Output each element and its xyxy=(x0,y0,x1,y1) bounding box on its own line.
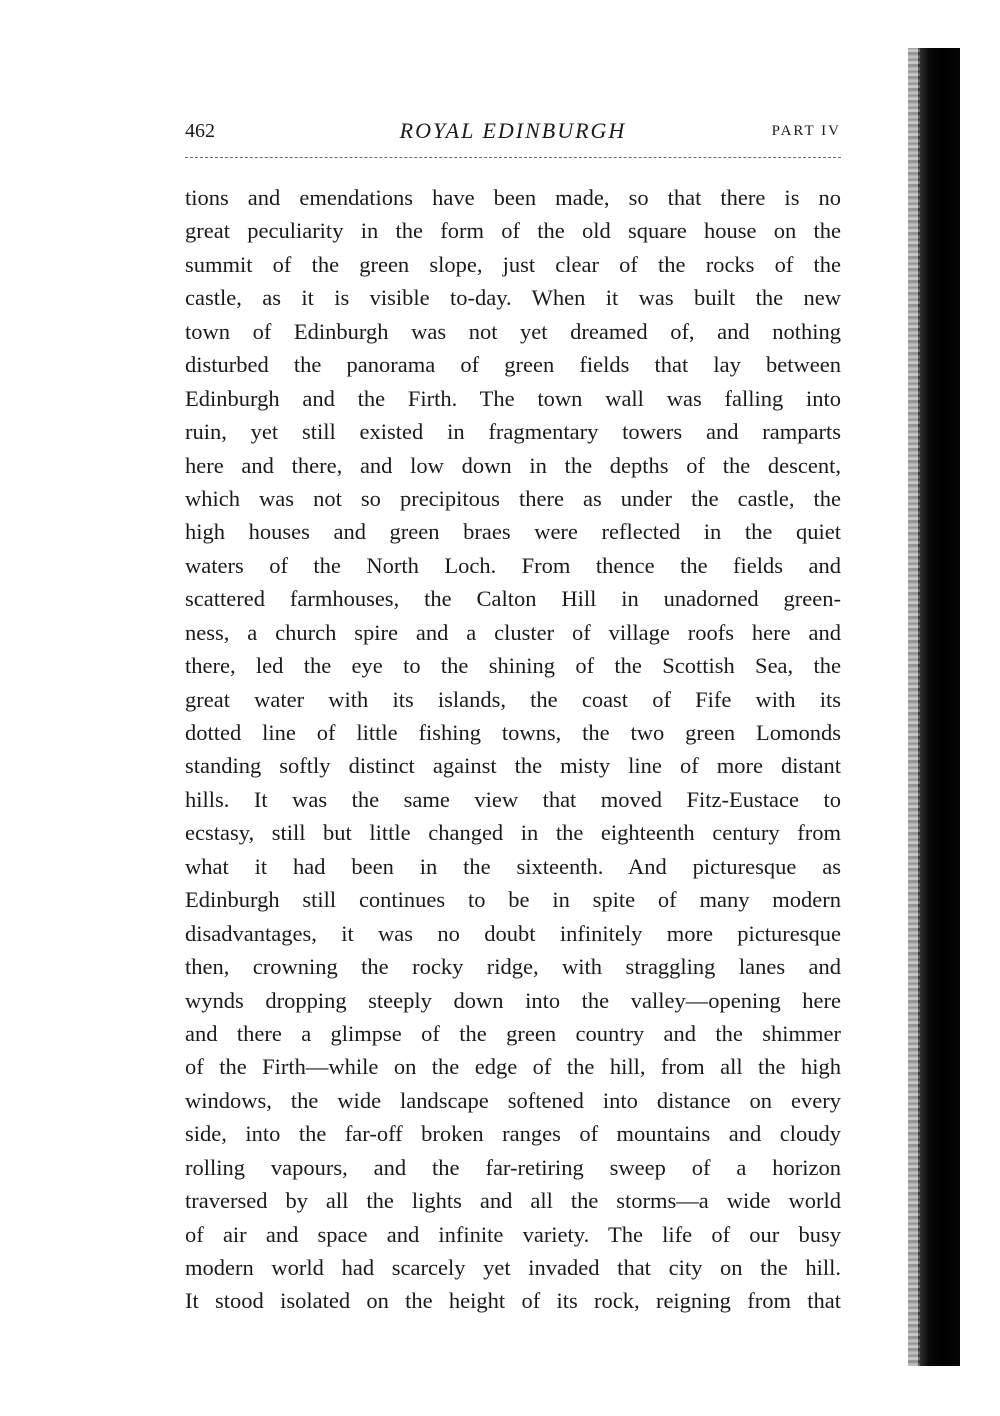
text-line: rolling vapours, and the far-retiring sweep of a horizon xyxy=(185,1154,841,1180)
text-line: of the Firth—while on the edge of the hill, from all the high xyxy=(185,1054,841,1080)
binding-shadow xyxy=(918,48,960,1366)
text-line: great peculiarity in the form of the old square house on the xyxy=(185,218,841,244)
running-title: ROYAL EDINBURGH xyxy=(399,118,627,143)
text-line: modern world had scarcely yet invaded that city on the hill. xyxy=(185,1255,841,1280)
text-line: ecstasy, still but little changed in the eighteenth century from xyxy=(185,820,841,846)
text-line: castle, as it is visible to-day. When it was built the new xyxy=(185,285,841,311)
text-line: and there a glimpse of the green country and the shimmer xyxy=(185,1020,841,1046)
text-line: high houses and green braes were reflected in the quiet xyxy=(185,519,841,545)
text-line: then, crowning the rocky ridge, with straggling lanes and xyxy=(185,954,841,980)
text-line: standing softly distinct against the misty line of more distant xyxy=(185,753,841,779)
text-line: disturbed the panorama of green fields that lay between xyxy=(185,352,841,378)
text-line: Edinburgh and the Firth. The town wall was falling into xyxy=(185,385,841,411)
text-line: summit of the green slope, just clear of the rocks of the xyxy=(185,251,841,277)
text-line: which was not so precipitous there as under the castle, the xyxy=(185,485,841,511)
text-line: It stood isolated on the height of its rock, reigning from that xyxy=(185,1288,841,1314)
text-line: disadvantages, it was no doubt infinitely more picturesque xyxy=(185,920,841,946)
text-line: ruin, yet still existed in fragmentary towers and ramparts xyxy=(185,419,841,445)
text-line: windows, the wide landscape softened into distance on every xyxy=(185,1087,841,1113)
text-line: hills. It was the same view that moved Fitz-Eustace to xyxy=(185,786,841,812)
text-line: of air and space and infinite variety. The life of our busy xyxy=(185,1221,841,1247)
text-line: town of Edinburgh was not yet dreamed of, and nothing xyxy=(185,318,841,344)
text-line: wynds dropping steeply down into the valley—opening here xyxy=(185,987,841,1013)
text-line: waters of the North Loch. From thence the fields and xyxy=(185,552,841,578)
text-line: there, led the eye to the shining of the Scottish Sea, the xyxy=(185,653,841,679)
text-line: ness, a church spire and a cluster of village roofs here and xyxy=(185,619,841,645)
page-number: 462 xyxy=(185,120,215,142)
header-rule xyxy=(185,157,841,158)
text-line: traversed by all the lights and all the storms—a wide world xyxy=(185,1188,841,1214)
text-line: side, into the far-off broken ranges of mountains and cloudy xyxy=(185,1121,841,1147)
text-line: what it had been in the sixteenth. And picturesque as xyxy=(185,853,841,879)
part-label: PART IV xyxy=(771,123,841,139)
page-header xyxy=(185,116,841,150)
text-line: here and there, and low down in the depths of the descent, xyxy=(185,452,841,478)
text-line: dotted line of little fishing towns, the two green Lomonds xyxy=(185,720,841,745)
body-text xyxy=(185,181,841,1318)
text-line: Edinburgh still continues to be in spite of many modern xyxy=(185,887,841,913)
text-line: tions and emendations have been made, so that there is no xyxy=(185,185,841,210)
text-line: scattered farmhouses, the Calton Hill in unadorned green- xyxy=(185,586,841,612)
text-line: great water with its islands, the coast of Fife with its xyxy=(185,686,841,712)
